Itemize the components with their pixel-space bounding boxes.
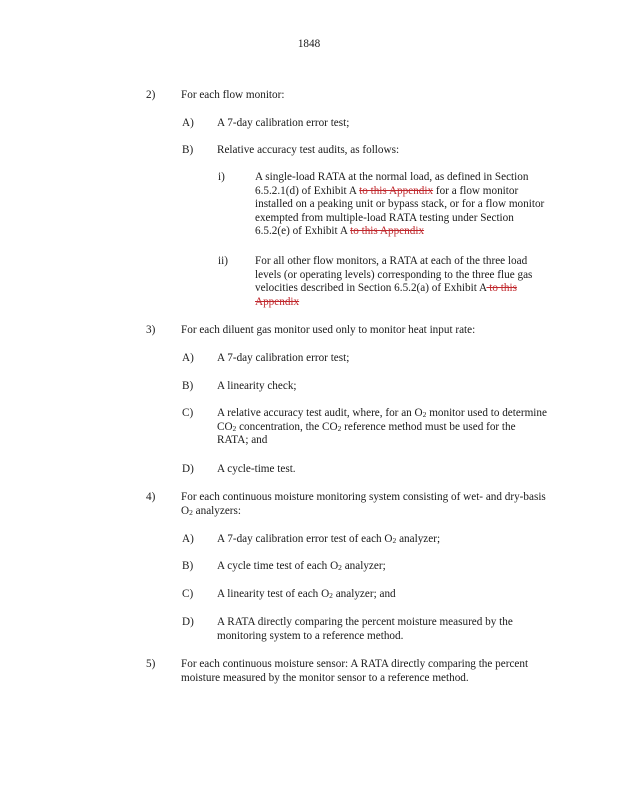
item-4d-text: A RATA directly comparing the percent moisture measured by the monitoring system to a reference method.: [217, 616, 513, 642]
item-2a-label: A): [182, 117, 194, 129]
item-5-number: 5): [146, 658, 156, 670]
deleted-text: to this Appendix: [350, 225, 425, 238]
item-2b-text: Relative accuracy test audits, as follows:: [217, 144, 400, 156]
item-3d-label: D): [182, 463, 194, 475]
item-3d-text: A cycle-time test.: [217, 463, 296, 475]
item-4c-text: A linearity test of each $O_2$ analyzer; and: [217, 588, 396, 600]
item-2a-text: A 7-day calibration error test;: [217, 117, 350, 129]
item-2b-label: B): [182, 144, 194, 156]
item-4a-text: A 7-day calibration error test of each $O_2$ analyzer;: [217, 533, 441, 545]
item-2-number: 2): [146, 89, 156, 101]
item-2-text: For each flow monitor:: [181, 89, 285, 101]
item-4c-label: C): [182, 588, 194, 600]
item-4b-label: B): [182, 560, 194, 572]
item-3b-label: B): [182, 380, 194, 392]
item-4-text: For each continuous moisture monitoring system consisting of wet- and dry-basis $O_2$ analyzers:: [181, 491, 546, 517]
item-3a-text: A 7-day calibration error test;: [217, 352, 350, 364]
item-4d-label: D): [182, 616, 194, 628]
item-3c-text: A relative accuracy test audit, where, for an $O_2$ monitor used to determine $CO_2$ concentration, the $CO_2$ reference method must be used for the RATA; and: [217, 407, 547, 447]
item-3-text: For each diluent gas monitor used only to monitor heat input rate:: [181, 324, 476, 336]
item-5-text: For each continuous moisture sensor: A RATA directly comparing the percent moisture measured by the monitor sensor to a reference method.: [181, 658, 529, 684]
item-2b-ii-text: For all other flow monitors, a RATA at each of the three load levels (or operating levels) corresponding to the three flue gas velocities described in Section 6.5.2(a) of Exhibit A to this Appendix: [255, 255, 533, 308]
item-2b-ii-label: ii): [218, 255, 228, 267]
item-2b-i-label: i): [218, 171, 225, 183]
item-3b-text: A linearity check;: [217, 380, 297, 392]
item-4-number: 4): [146, 491, 156, 503]
item-4b-text: A cycle time test of each $O_2$ analyzer;: [217, 560, 386, 572]
item-3c-label: C): [182, 407, 194, 419]
item-3-number: 3): [146, 324, 156, 336]
item-2b-i-text: A single-load RATA at the normal load, as defined in Section 6.5.2.1(d) of Exhibit A to this Appendix for a flow monitor installed on a peaking unit or bypass stack, or for a flow monitor exempted from multiple-load RATA testing under Section 6.5.2(e) of Exhibit A to this Appendix: [255, 171, 545, 238]
item-4a-label: A): [182, 533, 194, 545]
item-3a-label: A): [182, 352, 194, 364]
deleted-text: to this Appendix: [255, 282, 517, 308]
page-number: 1848: [297, 38, 321, 50]
deleted-text: to this Appendix: [359, 184, 434, 197]
